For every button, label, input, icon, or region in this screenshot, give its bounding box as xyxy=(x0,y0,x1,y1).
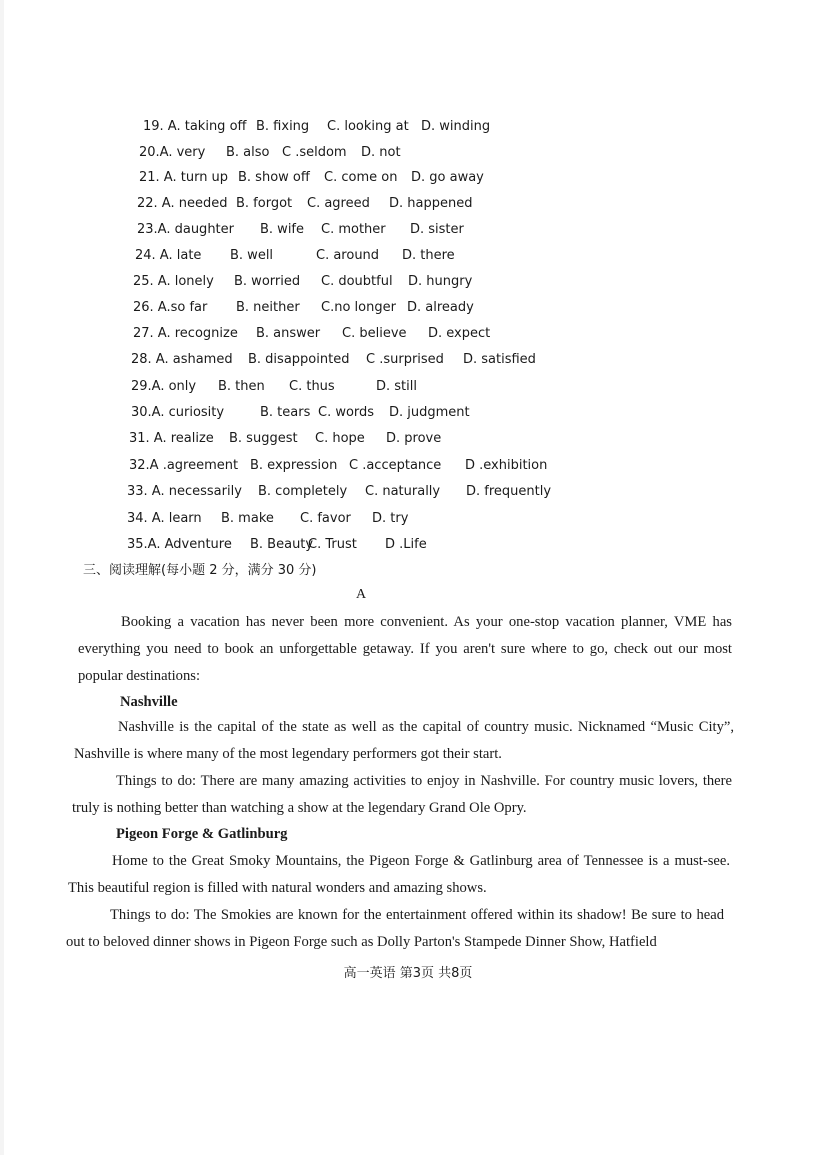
option-a: 25. A. lonely xyxy=(133,274,214,289)
option-a: 26. A.so far xyxy=(133,300,208,315)
option-a: 20.A. very xyxy=(139,145,206,160)
option-d: D. not xyxy=(361,145,401,160)
option-c: C. Trust xyxy=(308,537,357,552)
option-c: C. mother xyxy=(321,222,386,237)
option-b: B. answer xyxy=(256,326,321,341)
option-a: 33. A. necessarily xyxy=(127,484,242,499)
option-d: D. judgment xyxy=(389,405,470,420)
nashville-things-to-do: Things to do: There are many amazing activities to enjoy in Nashville. For country music lovers, there truly is nothing better than watching a show at the legendary Grand Ole Opry. xyxy=(72,773,732,816)
option-b: B. suggest xyxy=(229,431,298,446)
option-d: D. satisfied xyxy=(463,352,536,367)
option-b: B. well xyxy=(230,248,274,263)
option-d: D. prove xyxy=(386,431,442,446)
section-heading: 三、阅读理解(每小题 2 分，满分 30 分) xyxy=(83,563,317,578)
option-d: D. frequently xyxy=(466,484,552,499)
option-d: D. happened xyxy=(389,196,473,211)
option-c: C. believe xyxy=(342,326,407,341)
option-d: D. already xyxy=(407,300,474,315)
option-c: C .acceptance xyxy=(349,458,442,473)
option-a: 21. A. turn up xyxy=(139,170,229,185)
pigeon-forge-things-to-do: Things to do: The Smokies are known for the entertainment offered within its shadow! Be sure to head out to beloved dinner shows in Pigeon Forge such as Dolly Parton's Stampede Dinner Show, Hatfield xyxy=(66,907,724,950)
option-b: B. fixing xyxy=(256,119,310,134)
option-a: 35.A. Adventure xyxy=(127,537,232,552)
option-c: C .seldom xyxy=(282,145,347,160)
option-b: B. forgot xyxy=(236,196,293,211)
option-a: 19. A. taking off xyxy=(143,119,247,134)
option-c: C. naturally xyxy=(365,484,441,499)
option-d: D .Life xyxy=(385,537,427,552)
option-d: D .exhibition xyxy=(465,458,548,473)
option-d: D. sister xyxy=(410,222,464,237)
pigeon-forge-heading: Pigeon Forge & Gatlinburg xyxy=(116,826,288,842)
option-d: D. still xyxy=(376,379,417,394)
option-d: D. winding xyxy=(421,119,491,134)
option-a: 30.A. curiosity xyxy=(131,405,225,420)
option-b: B. neither xyxy=(236,300,300,315)
option-b: B. worried xyxy=(234,274,301,289)
option-d: D. expect xyxy=(428,326,491,341)
option-b: B. Beauty xyxy=(250,537,314,552)
option-b: B. make xyxy=(221,511,274,526)
pigeon-forge-description: Home to the Great Smoky Mountains, the Pigeon Forge & Gatlinburg area of Tennessee is a must-see. This beautiful region is filled with natural wonders and amazing shows. xyxy=(68,853,730,896)
passage-letter: A xyxy=(356,587,367,602)
option-c: C. around xyxy=(316,248,380,263)
option-b: B. disappointed xyxy=(248,352,350,367)
option-c: C. hope xyxy=(315,431,365,446)
page-footer: 高一英语 第3页 共8页 xyxy=(343,966,473,981)
option-a: 28. A. ashamed xyxy=(131,352,233,367)
option-a: 22. A. needed xyxy=(137,196,228,211)
option-c: C.no longer xyxy=(321,300,396,315)
option-c: C. thus xyxy=(289,379,335,394)
nashville-description: Nashville is the capital of the state as well as the capital of country music. Nicknamed “Music City”, Nashville is where many of the most legendary performers got their start. xyxy=(74,719,734,762)
scan-edge xyxy=(0,0,4,1155)
option-a: 24. A. late xyxy=(135,248,202,263)
option-b: B. also xyxy=(226,145,270,160)
option-a: 34. A. learn xyxy=(127,511,202,526)
option-b: B. tears xyxy=(260,405,311,420)
option-c: C. favor xyxy=(300,511,351,526)
intro-paragraph: Booking a vacation has never been more convenient. As your one-stop vacation planner, VME has everything you need to book an unforgettable getaway. If you aren't sure where to go, check out our most popular destinations: xyxy=(78,614,732,684)
option-a: 31. A. realize xyxy=(129,431,214,446)
option-b: B. then xyxy=(218,379,265,394)
nashville-heading: Nashville xyxy=(120,694,178,710)
option-a: 29.A. only xyxy=(131,379,197,394)
option-c: C. words xyxy=(318,405,375,420)
option-c: C. come on xyxy=(324,170,398,185)
option-d: D. try xyxy=(372,511,409,526)
option-c: C. doubtful xyxy=(321,274,393,289)
option-b: B. expression xyxy=(250,458,338,473)
option-a: 27. A. recognize xyxy=(133,326,238,341)
option-a: 23.A. daughter xyxy=(137,222,234,237)
option-d: D. go away xyxy=(411,170,484,185)
option-b: B. wife xyxy=(260,222,305,237)
option-b: B. completely xyxy=(258,484,348,499)
option-c: C .surprised xyxy=(366,352,444,367)
option-a: 32.A .agreement xyxy=(129,458,239,473)
option-b: B. show off xyxy=(238,170,310,185)
option-c: C. agreed xyxy=(307,196,370,211)
option-d: D. there xyxy=(402,248,455,263)
option-d: D. hungry xyxy=(408,274,473,289)
option-c: C. looking at xyxy=(327,119,409,134)
